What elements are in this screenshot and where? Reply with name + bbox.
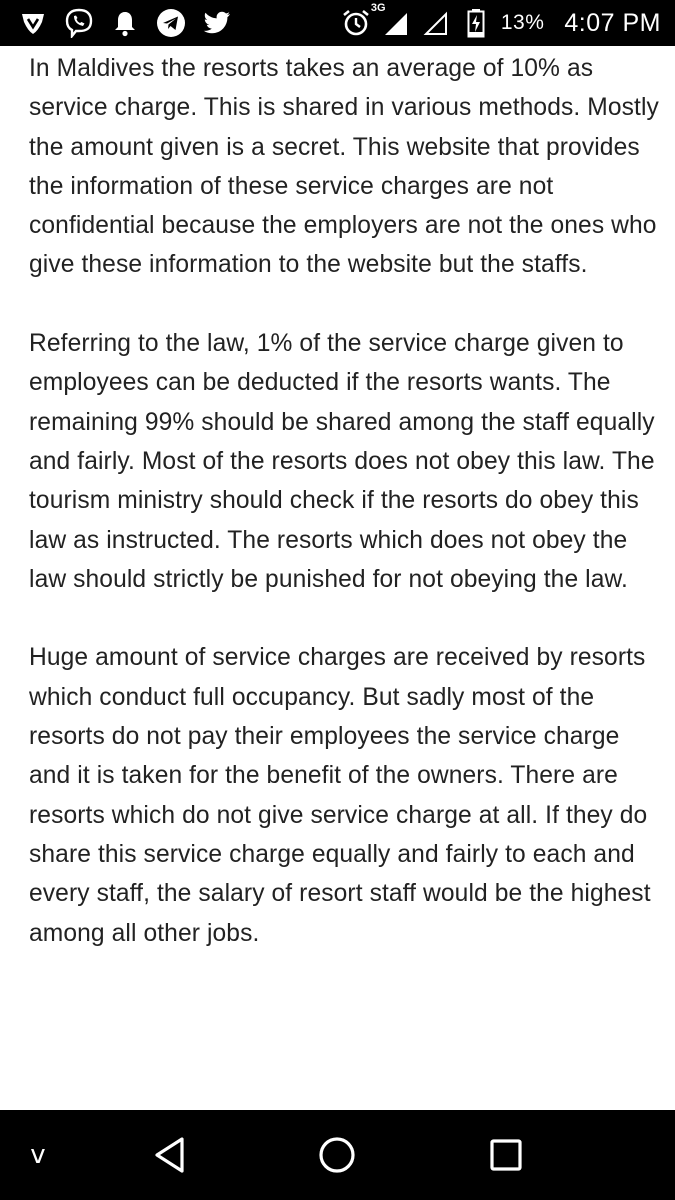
bell-icon: [110, 8, 140, 38]
status-bar: [0, 0, 675, 46]
vpn-shield-icon: [18, 8, 48, 38]
back-icon: [153, 1136, 187, 1174]
viber-icon: [64, 8, 94, 38]
alarm-icon: [341, 8, 371, 38]
twitter-icon: [202, 8, 232, 38]
signal-3g-icon: [370, 2, 411, 38]
hide-keyboard-icon: v: [30, 1140, 46, 1170]
battery-percent: 13%: [500, 11, 545, 34]
hide-keyboard-button[interactable]: [14, 1110, 62, 1200]
back-button[interactable]: [140, 1110, 200, 1200]
article-paragraph: Referring to the law, 1% of the service charge given to employees can be deducted if the resorts wants. The remaining 99% should be shared among the staff equally and fairly. Most of the resorts does not obey this law. The tourism ministry should check if the resorts do obey this law as instructed. The resorts which does not obey the law should strictly be punished for not obeying the law.: [29, 330, 655, 593]
network-type-label: 3G: [370, 2, 386, 14]
article-body: [29, 49, 659, 953]
battery-charging-icon: [461, 8, 491, 38]
recents-button[interactable]: [476, 1110, 536, 1200]
signal-icon: [421, 8, 451, 38]
recents-icon: [489, 1138, 523, 1172]
notification-icons: [18, 8, 232, 38]
clock: 4:07 PM: [564, 8, 661, 37]
home-button[interactable]: [307, 1110, 367, 1200]
article-paragraph: In Maldives the resorts takes an average of 10% as service charge. This is shared in various methods. Mostly the amount given is a secret. This website that provides the information of these service charges are not confidential because the employers are not the ones who give these information to the website but the staffs.: [29, 55, 659, 279]
telegram-icon: [156, 8, 186, 38]
home-icon: [318, 1136, 356, 1174]
navigation-bar: [0, 1110, 675, 1200]
system-icons: [341, 2, 661, 38]
article-paragraph: Huge amount of service charges are received by resorts which conduct full occupancy. But sadly most of the resorts do not pay their employees the service charge and it is taken for the benefit of the owners. There are resorts which do not give service charge at all. If they do share this service charge equally and fairly to each and every staff, the salary of resort staff would be the highest among all other jobs.: [29, 644, 651, 947]
